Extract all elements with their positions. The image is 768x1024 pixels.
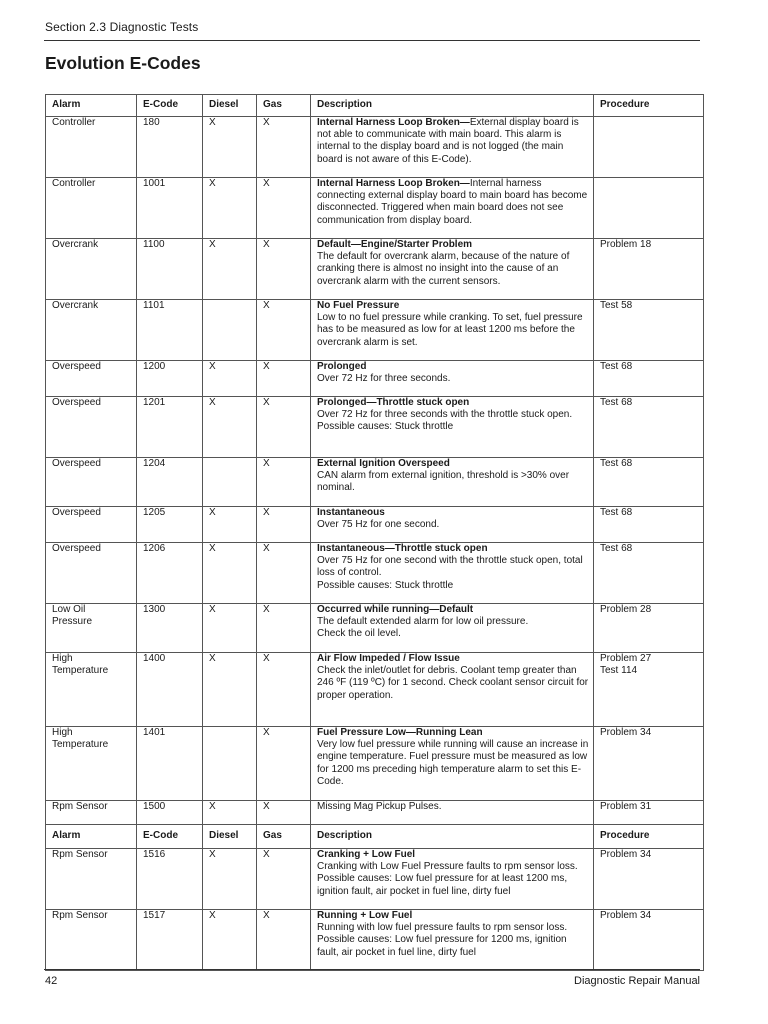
description-title: Instantaneous (317, 507, 385, 518)
ecode-cell: 1517 (137, 910, 203, 971)
alarm-text: High (52, 653, 73, 664)
description-text: Internal harness connecting external display board to main board has become disconnected. Triggered when main board does not see communication from display board. (317, 178, 588, 226)
table-row (46, 397, 704, 458)
alarm-text: High (52, 727, 73, 738)
table-row (46, 727, 704, 801)
procedure-cell (594, 458, 704, 507)
alarm-text: Controller (52, 178, 96, 189)
column-header-ecode: E-Code (137, 95, 203, 117)
description-text: Possible causes: Stuck throttle (317, 579, 454, 591)
gas-cell: X (257, 239, 311, 300)
alarm-cell (46, 117, 137, 178)
alarm-text: Controller (52, 117, 96, 128)
gas-cell: X (257, 178, 311, 239)
table-row (46, 117, 704, 178)
procedure-text: Test 114 (600, 665, 638, 677)
alarm-text: Rpm Sensor (52, 910, 108, 921)
procedure-cell (594, 910, 704, 971)
ecode-cell: 1205 (137, 507, 203, 543)
diesel-cell: X (203, 604, 257, 653)
diesel-cell: X (203, 910, 257, 971)
procedure-cell (594, 397, 704, 458)
alarm-cell (46, 653, 137, 727)
description-title: Instantaneous—Throttle stuck open (317, 543, 488, 554)
column-header-alarm: Alarm (46, 95, 137, 117)
description-cell (311, 458, 594, 507)
diesel-cell: X (203, 178, 257, 239)
gas-cell: X (257, 458, 311, 507)
ecode-cell: 1400 (137, 653, 203, 727)
table-header-row (46, 95, 704, 117)
table-row (46, 653, 704, 727)
alarm-cell (46, 239, 137, 300)
procedure-cell (594, 543, 704, 604)
gas-cell: X (257, 361, 311, 397)
table-row (46, 361, 704, 397)
ecode-cell: 1001 (137, 178, 203, 239)
table-row (46, 910, 704, 971)
description-text: Over 75 Hz for one second with the throttle stuck open, total loss of control. (317, 555, 583, 579)
description-text: Missing Mag Pickup Pulses. (317, 801, 442, 812)
description-text: Possible causes: Stuck throttle (317, 421, 454, 433)
procedure-text: Test 68 (600, 397, 633, 408)
gas-cell: X (257, 910, 311, 971)
alarm-cell (46, 910, 137, 971)
alarm-text: Overspeed (52, 507, 101, 518)
procedure-cell (594, 507, 704, 543)
procedure-text: Test 58 (600, 300, 633, 311)
description-cell (311, 239, 594, 300)
ecode-cell: 180 (137, 117, 203, 178)
description-title: Air Flow Impeded / Flow Issue (317, 653, 460, 664)
description-title: No Fuel Pressure (317, 300, 400, 311)
procedure-text: Problem 34 (600, 727, 652, 738)
procedure-cell (594, 849, 704, 910)
column-header-description: Description (311, 95, 594, 117)
column-header-alarm: Alarm (46, 825, 137, 849)
ecode-cell: 1500 (137, 801, 203, 825)
description-cell (311, 727, 594, 801)
table-row (46, 458, 704, 507)
procedure-cell (594, 300, 704, 361)
diesel-cell: X (203, 801, 257, 825)
ecode-cell: 1206 (137, 543, 203, 604)
description-title: External Ignition Overspeed (317, 458, 450, 469)
diesel-cell: X (203, 239, 257, 300)
description-text: Low to no fuel pressure while cranking. To set, fuel pressure has to be measured as low for at least 1200 ms before the overcrank alarm is set. (317, 312, 583, 348)
alarm-cell (46, 604, 137, 653)
alarm-text: Overspeed (52, 458, 101, 469)
alarm-text: Overspeed (52, 543, 101, 554)
gas-cell: X (257, 543, 311, 604)
procedure-text: Problem 27 (600, 653, 652, 664)
procedure-cell (594, 239, 704, 300)
ecode-cell: 1300 (137, 604, 203, 653)
diesel-cell: X (203, 397, 257, 458)
diesel-cell: X (203, 117, 257, 178)
description-cell (311, 653, 594, 727)
column-header-diesel: Diesel (203, 95, 257, 117)
gas-cell: X (257, 507, 311, 543)
description-cell (311, 543, 594, 604)
gas-cell: X (257, 604, 311, 653)
procedure-cell (594, 178, 704, 239)
description-title: Cranking + Low Fuel (317, 849, 416, 860)
diesel-cell (203, 727, 257, 801)
alarm-text: Rpm Sensor (52, 801, 108, 812)
alarm-cell (46, 361, 137, 397)
description-text: The default for overcrank alarm, because of the nature of cranking there is almost no insight into the cause of an overcrank alarm with the current sensors. (317, 251, 570, 287)
ecode-cell: 1200 (137, 361, 203, 397)
ecode-cell: 1204 (137, 458, 203, 507)
alarm-text: Overcrank (52, 300, 99, 311)
column-header-diesel: Diesel (203, 825, 257, 849)
ecode-cell: 1516 (137, 849, 203, 910)
alarm-text: Temperature (52, 665, 109, 677)
ecode-cell: 1101 (137, 300, 203, 361)
gas-cell: X (257, 397, 311, 458)
table-header-row (46, 825, 704, 849)
procedure-cell (594, 117, 704, 178)
diesel-cell (203, 300, 257, 361)
alarm-cell (46, 507, 137, 543)
diesel-cell: X (203, 361, 257, 397)
alarm-text: Low Oil (52, 604, 86, 615)
table-row (46, 604, 704, 653)
gas-cell: X (257, 727, 311, 801)
gas-cell: X (257, 653, 311, 727)
table-row (46, 178, 704, 239)
column-header-procedure: Procedure (594, 825, 704, 849)
table-row (46, 507, 704, 543)
column-header-gas: Gas (257, 825, 311, 849)
description-text: Very low fuel pressure while running will cause an increase in engine temperature. Fuel pressure must be measured as low for 1200 ms preceding high temperature alarm to set this E-Code. (317, 739, 589, 787)
table-row (46, 849, 704, 910)
description-cell (311, 300, 594, 361)
description-text: Over 72 Hz for three seconds. (317, 373, 451, 385)
ecodes-table (45, 94, 704, 971)
alarm-text: Rpm Sensor (52, 849, 108, 860)
gas-cell: X (257, 117, 311, 178)
procedure-text: Problem 34 (600, 849, 652, 860)
description-text: External display board is not able to communicate with main board. This alarm is internal to the display board and is not logged (the main board is not aware of this E-Code). (317, 117, 579, 165)
column-header-description: Description (311, 825, 594, 849)
diesel-cell: X (203, 653, 257, 727)
description-text: Cranking with Low Fuel Pressure faults to rpm sensor loss. Possible causes: Low fuel pressure for at least 1200 ms, ignition fault, air pocket in fuel line, dirty fuel (317, 861, 578, 897)
column-header-ecode: E-Code (137, 825, 203, 849)
diesel-cell: X (203, 543, 257, 604)
description-cell (311, 801, 594, 825)
description-cell (311, 117, 594, 178)
description-cell (311, 397, 594, 458)
description-text: Check the inlet/outlet for debris. Coolant temp greater than 246 ºF (119 ºC) for 1 second. Check coolant sensor circuit for proper operation. (317, 665, 589, 701)
page-title: Evolution E-Codes (45, 53, 201, 73)
procedure-cell (594, 361, 704, 397)
procedure-text: Problem 28 (600, 604, 652, 615)
diesel-cell: X (203, 849, 257, 910)
description-title: Internal Harness Loop Broken— (317, 178, 470, 189)
description-title: Running + Low Fuel (317, 910, 413, 921)
ecode-cell: 1201 (137, 397, 203, 458)
column-header-gas: Gas (257, 95, 311, 117)
procedure-text: Problem 18 (600, 239, 652, 250)
gas-cell: X (257, 801, 311, 825)
description-title: Fuel Pressure Low—Running Lean (317, 727, 483, 738)
alarm-cell (46, 727, 137, 801)
manual-name: Diagnostic Repair Manual (574, 975, 700, 987)
description-cell (311, 604, 594, 653)
procedure-cell (594, 653, 704, 727)
footer-rule (44, 969, 700, 970)
procedure-text: Test 68 (600, 543, 633, 554)
ecode-cell: 1401 (137, 727, 203, 801)
alarm-cell (46, 300, 137, 361)
description-text: Running with low fuel pressure faults to rpm sensor loss. Possible causes: Low fuel pressure for 1200 ms, ignition fault, air pocket in fuel line, dirty fuel (317, 922, 568, 958)
description-title: Occurred while running—Default (317, 604, 474, 615)
procedure-text: Problem 31 (600, 801, 652, 812)
alarm-cell (46, 849, 137, 910)
alarm-text: Overcrank (52, 239, 99, 250)
description-cell (311, 507, 594, 543)
alarm-text: Overspeed (52, 397, 101, 408)
header-rule (44, 40, 700, 41)
gas-cell: X (257, 849, 311, 910)
procedure-cell (594, 604, 704, 653)
diesel-cell: X (203, 507, 257, 543)
alarm-cell (46, 543, 137, 604)
section-header: Section 2.3 Diagnostic Tests (45, 20, 199, 34)
alarm-cell (46, 801, 137, 825)
description-title: Internal Harness Loop Broken— (317, 117, 470, 128)
alarm-cell (46, 397, 137, 458)
description-title: Prolonged—Throttle stuck open (317, 397, 470, 408)
procedure-text: Test 68 (600, 458, 633, 469)
procedure-cell (594, 727, 704, 801)
table-row (46, 543, 704, 604)
description-text: Over 72 Hz for three seconds with the throttle stuck open. (317, 409, 573, 421)
gas-cell: X (257, 300, 311, 361)
procedure-text: Test 68 (600, 361, 633, 372)
alarm-text: Pressure (52, 616, 93, 628)
diesel-cell (203, 458, 257, 507)
description-text: Check the oil level. (317, 628, 401, 640)
description-title: Default—Engine/Starter Problem (317, 239, 473, 250)
alarm-text: Temperature (52, 739, 109, 751)
description-cell (311, 178, 594, 239)
description-text: CAN alarm from external ignition, threshold is >30% over nominal. (317, 470, 570, 494)
table-row (46, 239, 704, 300)
alarm-text: Overspeed (52, 361, 101, 372)
procedure-cell (594, 801, 704, 825)
alarm-cell (46, 458, 137, 507)
alarm-cell (46, 178, 137, 239)
column-header-procedure: Procedure (594, 95, 704, 117)
description-cell (311, 910, 594, 971)
procedure-text: Test 68 (600, 507, 633, 518)
description-cell (311, 361, 594, 397)
description-title: Prolonged (317, 361, 367, 372)
table-row (46, 801, 704, 825)
page-number: 42 (45, 975, 58, 987)
description-text: Over 75 Hz for one second. (317, 519, 440, 531)
description-cell (311, 849, 594, 910)
description-text: The default extended alarm for low oil pressure. (317, 616, 529, 628)
procedure-text: Problem 34 (600, 910, 652, 921)
table-row (46, 300, 704, 361)
ecode-cell: 1100 (137, 239, 203, 300)
